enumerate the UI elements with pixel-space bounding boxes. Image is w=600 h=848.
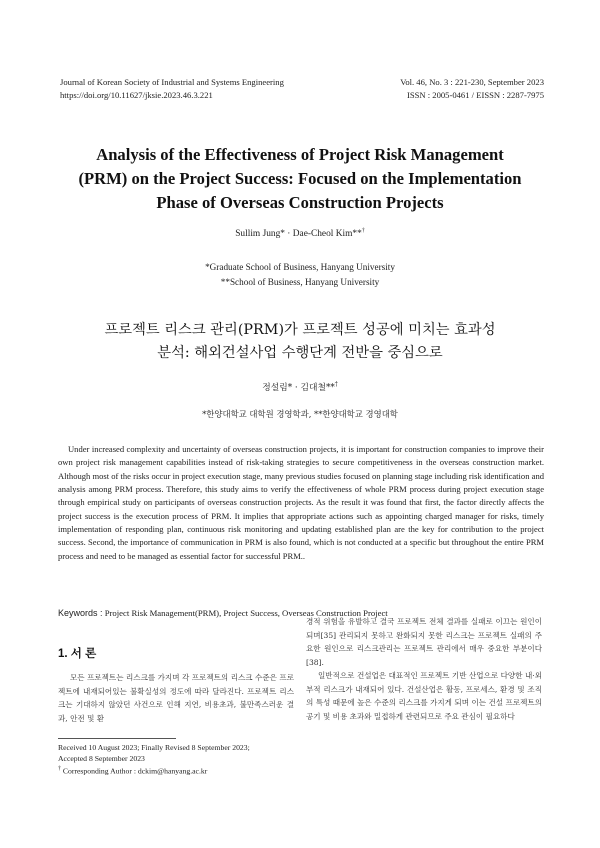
abstract: Under increased complexity and uncertainty of overseas construction projects, it is important for construction companies to improve their own project risk management capabilities instead of risk-taking strategies to secure competitiveness in the overseas construction market. Although most of the risks occur in project execution stage, many previous studies focused on planning stage including risk identification and analysis among PRM process. Therefore, this study aims to verify the effectiveness of whole PRM process during project execution stage through empirical study on participants of overseas construction projects. As the result it was found that first, the factor directly affects the project success is the execution process of PRM. It implies that appropriate actions such as appointing charged manager for risks, timely implementation of responding plan, continuous risk monitoring and updating established plan are the key for contribution to the project success. Second, the importance of communication in PRM is also found, which is not conducted at a specific but throughout the entire PRM process and need to be managed as essential factor for successful PRM..: [58, 444, 544, 561]
affiliation-line: **School of Business, Hanyang University: [220, 277, 380, 287]
paragraph: 모든 프로젝트는 리스크를 가지며 각 프로젝트의 리스크 수준은 프로젝트에 내재되어있는 불확실성의 정도에 따라 달라진다. 프로젝트 리스크는 기대하지 않았던 사건으로 인해 지연, 비용초과, 불만족스러운 결과, 안전 및 환: [58, 673, 294, 723]
affiliation-korean: *한양대학교 대학원 경영학과, **한양대학교 경영대학: [202, 409, 398, 419]
body-column-left: [58, 671, 294, 725]
footnote-divider: [58, 738, 176, 739]
title-korean-line: 분석: 해외건설사업 수행단계 전반을 중심으로: [157, 345, 443, 361]
title-korean: [40, 319, 560, 365]
authors-korean: [0, 380, 600, 393]
body-column-right: [306, 615, 542, 723]
paragraph: 경적 위험을 유발하고 결국 프로젝트 전체 결과를 실패로 이끄는 원인이 되며[35] 관리되지 못하고 완화되지 못한 리스크는 프로젝트 실패의 주요한 원인으로 리스크관리는 프로젝트 관리에서 매우 중요한 부분이다[38].: [306, 617, 542, 667]
keywords-text: Project Risk Management(PRM), Project Success, Overseas Construction Project: [104, 608, 388, 618]
affiliations-english: [0, 260, 600, 290]
title-english-line: Analysis of the Effectiveness of Project Risk Management: [96, 145, 504, 164]
paragraph: 일반적으로 건설업은 대표적인 프로젝트 기반 산업으로 다양한 내·외부적 리스크가 내재되어 있다. 건설산업은 활동, 프로세스, 환경 및 조직의 특성 때문에 높은 수준의 리스크를 가지게 되며 이는 건설 프로젝트의 공기 및 비용 초과와 밀접하게 관련되므로 주요 관심이 필요하다: [306, 671, 542, 721]
authors-english: [0, 228, 600, 239]
corresponding-author: [58, 764, 298, 777]
title-korean-line: 프로젝트 리스크 관리(PRM)가 프로젝트 성공에 미치는 효과성: [104, 322, 496, 338]
section-heading: 1. 서 론: [58, 648, 97, 660]
issn-info: ISSN : 2005-0461 / EISSN : 2287-7975: [406, 90, 544, 100]
title-english: [40, 143, 560, 215]
corresponding-mark: †: [334, 381, 338, 389]
corresponding-mark: †: [58, 766, 61, 772]
author-names-korean: 정설림* · 김대철**: [262, 383, 335, 393]
corresponding-author-text: Corresponding Author : dckim@hanyang.ac.kr: [62, 766, 208, 776]
accepted-date: Accepted 8 September 2023: [58, 754, 145, 763]
received-date: Received 10 August 2023; Finally Revised 8 September 2023;: [58, 743, 250, 752]
title-english-line: Phase of Overseas Construction Projects: [156, 193, 444, 212]
volume-info: Vol. 46, No. 3 : 221-230, September 2023: [400, 77, 544, 87]
affiliation-line: *Graduate School of Business, Hanyang University: [205, 262, 395, 272]
footnote: [58, 742, 298, 777]
doi-link[interactable]: https://doi.org/10.11627/jksie.2023.46.3.221: [60, 90, 213, 100]
title-english-line: (PRM) on the Project Success: Focused on the Implementation: [78, 169, 522, 188]
corresponding-mark: †: [361, 228, 365, 234]
running-header-left: [60, 76, 284, 102]
journal-name: Journal of Korean Society of Industrial and Systems Engineering: [60, 77, 284, 87]
keywords-label: Keywords :: [58, 608, 103, 618]
author-names: Sullim Jung* · Dae-Cheol Kim**: [235, 229, 362, 240]
running-header-right: [400, 76, 544, 102]
